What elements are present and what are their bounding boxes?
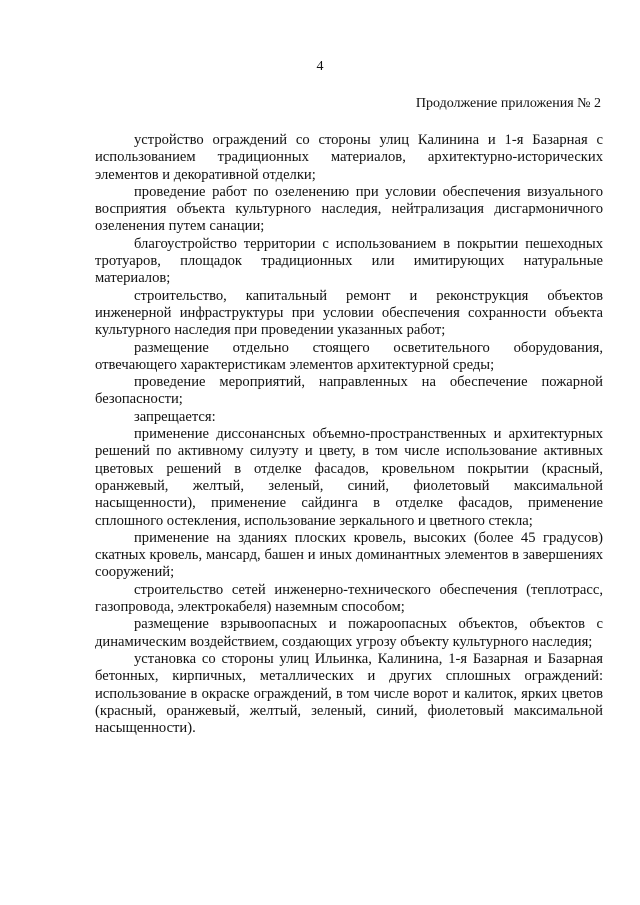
paragraph: установка со стороны улиц Ильинка, Калинина, 1-я Базарная и Базарная бетонных, кирпичных, металлических и других сплошных ограждений: использование в окраске ограждений, в том числе ворот и калиток, ярких цветов (красный, оранжевый, желтый, зеленый, синий, фиолетовый максимальной насыщенности). <box>95 650 603 737</box>
paragraph: размещение отдельно стоящего осветительного оборудования, отвечающего характеристикам элементов архитектурной среды; <box>95 339 603 373</box>
paragraph: строительство, капитальный ремонт и реконструкция объектов инженерной инфраструктуры при условии обеспечения сохранности объекта культурного наследия при проведении указанных работ; <box>95 287 603 339</box>
page-number: 4 <box>316 59 324 74</box>
paragraph: размещение взрывоопасных и пожароопасных объектов, объектов с динамическим воздействием, создающих угрозу объекту культурного наследия; <box>95 616 603 650</box>
document-body <box>95 132 603 737</box>
paragraph: устройство ограждений со стороны улиц Калинина и 1-я Базарная с использованием традиционных материалов, архитектурно-исторических элементов и декоративной отделки; <box>95 132 603 183</box>
paragraph: строительство сетей инженерно-технического обеспечения (теплотрасс, газопровода, электрокабеля) наземным способом; <box>95 581 603 616</box>
paragraph: применение на зданиях плоских кровель, высоких (более 45 градусов) скатных кровель, мансард, башен и иных доминантных элементов в завершениях сооружений; <box>95 529 603 581</box>
paragraph: проведение работ по озеленению при условии обеспечения визуального восприятия объекта культурного наследия, нейтрализация дисгармоничного озеленения путем санации; <box>95 183 603 235</box>
paragraph: проведение мероприятий, направленных на обеспечение пожарной безопасности; <box>95 374 603 408</box>
paragraph: благоустройство территории с использованием в покрытии пешеходных тротуаров, площадок традиционных или имитирующих натуральные материалов; <box>95 235 603 287</box>
prohibited-heading: запрещается: <box>134 408 216 425</box>
appendix-continuation-note: Продолжение приложения № 2 <box>415 96 601 111</box>
paragraph: применение диссонансных объемно-пространственных и архитектурных решений по активному силуэту и цвету, в том числе использование активных цветовых решений в отделке фасадов, кровельном покрытии (красный, оранжевый, желтый, зеленый, синий, фиолетовый максимальной насыщенности), применение сайдинга в отделке фасадов, применение сплошного остекления, использование зеркального и цветного стекла; <box>95 426 603 529</box>
